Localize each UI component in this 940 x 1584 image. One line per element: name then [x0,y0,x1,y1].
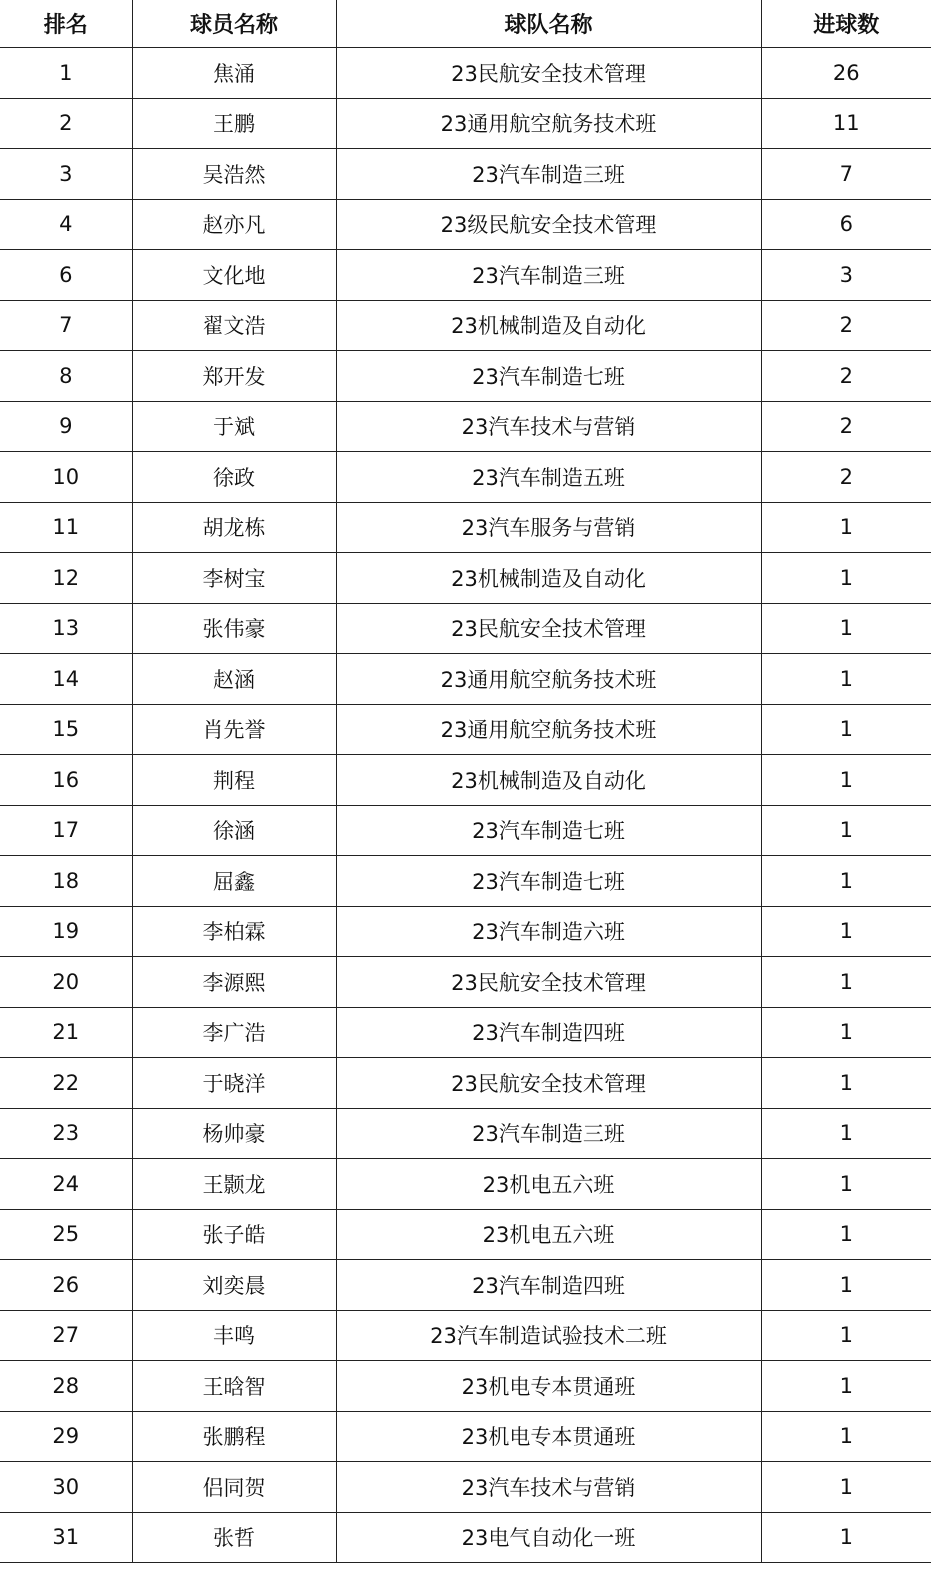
cell-team-name: 23汽车制造六班 [336,906,761,957]
cell-goals: 1 [761,1159,931,1210]
cell-player-name: 赵亦凡 [132,199,336,250]
cell-rank: 9 [0,401,132,452]
cell-player-name: 张子皓 [132,1209,336,1260]
cell-team-name: 23汽车服务与营销 [336,502,761,553]
table-row [0,300,931,351]
cell-player-name: 张哲 [132,1512,336,1563]
cell-player-name: 吴浩然 [132,149,336,200]
cell-goals: 1 [761,906,931,957]
cell-player-name: 李柏霖 [132,906,336,957]
cell-rank: 27 [0,1310,132,1361]
table-row [0,149,931,200]
table-row [0,1512,931,1563]
header-player: 球员名称 [132,0,336,48]
cell-goals: 2 [761,351,931,402]
cell-player-name: 焦涌 [132,48,336,99]
cell-team-name: 23通用航空航务技术班 [336,98,761,149]
cell-rank: 6 [0,250,132,301]
cell-rank: 12 [0,553,132,604]
cell-player-name: 赵涵 [132,654,336,705]
cell-player-name: 张鹏程 [132,1411,336,1462]
cell-goals: 1 [761,1209,931,1260]
cell-team-name: 23机械制造及自动化 [336,755,761,806]
cell-goals: 1 [761,957,931,1008]
cell-rank: 19 [0,906,132,957]
cell-goals: 1 [761,704,931,755]
cell-rank: 24 [0,1159,132,1210]
table-row [0,502,931,553]
cell-rank: 3 [0,149,132,200]
table-row [0,1462,931,1513]
header-row [0,0,931,48]
cell-goals: 2 [761,452,931,503]
cell-rank: 17 [0,805,132,856]
cell-goals: 26 [761,48,931,99]
cell-rank: 20 [0,957,132,1008]
cell-team-name: 23汽车制造七班 [336,856,761,907]
cell-rank: 11 [0,502,132,553]
table-row [0,755,931,806]
table-row [0,1209,931,1260]
cell-goals: 2 [761,401,931,452]
cell-team-name: 23级民航安全技术管理 [336,199,761,250]
cell-rank: 1 [0,48,132,99]
cell-goals: 1 [761,553,931,604]
cell-player-name: 荆程 [132,755,336,806]
table-row [0,1159,931,1210]
cell-team-name: 23汽车制造五班 [336,452,761,503]
cell-player-name: 杨帅豪 [132,1108,336,1159]
cell-rank: 15 [0,704,132,755]
table-row [0,250,931,301]
header-goals: 进球数 [761,0,931,48]
cell-goals: 1 [761,856,931,907]
cell-team-name: 23电气自动化一班 [336,1512,761,1563]
table-row [0,603,931,654]
cell-player-name: 王鹏 [132,98,336,149]
cell-team-name: 23汽车制造试验技术二班 [336,1310,761,1361]
cell-goals: 1 [761,1361,931,1412]
table-row [0,805,931,856]
table-row [0,856,931,907]
cell-team-name: 23民航安全技术管理 [336,603,761,654]
cell-player-name: 文化地 [132,250,336,301]
cell-team-name: 23机械制造及自动化 [336,300,761,351]
cell-player-name: 刘奕晨 [132,1260,336,1311]
cell-player-name: 胡龙栋 [132,502,336,553]
cell-goals: 6 [761,199,931,250]
cell-team-name: 23机械制造及自动化 [336,553,761,604]
table-row [0,98,931,149]
cell-goals: 1 [761,1058,931,1109]
cell-team-name: 23机电专本贯通班 [336,1411,761,1462]
cell-goals: 1 [761,1108,931,1159]
table-row [0,48,931,99]
cell-player-name: 李树宝 [132,553,336,604]
cell-player-name: 侣同贺 [132,1462,336,1513]
cell-player-name: 张伟豪 [132,603,336,654]
table-row [0,906,931,957]
cell-rank: 25 [0,1209,132,1260]
cell-player-name: 于晓洋 [132,1058,336,1109]
table-row [0,401,931,452]
cell-team-name: 23民航安全技术管理 [336,48,761,99]
cell-rank: 18 [0,856,132,907]
cell-rank: 23 [0,1108,132,1159]
cell-rank: 16 [0,755,132,806]
cell-team-name: 23汽车技术与营销 [336,1462,761,1513]
cell-player-name: 郑开发 [132,351,336,402]
header-team: 球队名称 [336,0,761,48]
cell-goals: 3 [761,250,931,301]
cell-goals: 1 [761,603,931,654]
cell-goals: 1 [761,1512,931,1563]
cell-rank: 14 [0,654,132,705]
table-header [0,0,931,48]
cell-player-name: 徐政 [132,452,336,503]
cell-goals: 1 [761,755,931,806]
table-row [0,351,931,402]
table-row [0,654,931,705]
cell-team-name: 23机电专本贯通班 [336,1361,761,1412]
cell-rank: 7 [0,300,132,351]
cell-rank: 4 [0,199,132,250]
cell-rank: 28 [0,1361,132,1412]
cell-team-name: 23汽车制造三班 [336,149,761,200]
cell-team-name: 23汽车制造三班 [336,250,761,301]
table-row [0,1361,931,1412]
cell-player-name: 王颢龙 [132,1159,336,1210]
cell-rank: 31 [0,1512,132,1563]
cell-team-name: 23民航安全技术管理 [336,1058,761,1109]
cell-player-name: 李源熙 [132,957,336,1008]
cell-player-name: 丰鸣 [132,1310,336,1361]
cell-team-name: 23汽车制造七班 [336,805,761,856]
cell-goals: 1 [761,1007,931,1058]
cell-goals: 1 [761,1462,931,1513]
cell-team-name: 23汽车制造四班 [336,1007,761,1058]
cell-player-name: 徐涵 [132,805,336,856]
cell-team-name: 23汽车制造七班 [336,351,761,402]
cell-goals: 11 [761,98,931,149]
cell-team-name: 23通用航空航务技术班 [336,654,761,705]
cell-goals: 1 [761,1260,931,1311]
cell-goals: 2 [761,300,931,351]
cell-rank: 21 [0,1007,132,1058]
cell-team-name: 23汽车制造三班 [336,1108,761,1159]
cell-player-name: 屈鑫 [132,856,336,907]
cell-rank: 2 [0,98,132,149]
cell-rank: 26 [0,1260,132,1311]
table-row [0,553,931,604]
table-row [0,1007,931,1058]
cell-goals: 1 [761,805,931,856]
table-body [0,48,931,1563]
cell-goals: 7 [761,149,931,200]
cell-team-name: 23汽车制造四班 [336,1260,761,1311]
cell-rank: 10 [0,452,132,503]
cell-rank: 13 [0,603,132,654]
cell-rank: 8 [0,351,132,402]
table-row [0,452,931,503]
cell-player-name: 肖先誉 [132,704,336,755]
cell-player-name: 翟文浩 [132,300,336,351]
cell-goals: 1 [761,502,931,553]
cell-team-name: 23通用航空航务技术班 [336,704,761,755]
cell-rank: 22 [0,1058,132,1109]
table-row [0,199,931,250]
table-row [0,957,931,1008]
cell-player-name: 于斌 [132,401,336,452]
cell-goals: 1 [761,654,931,705]
table-row [0,1310,931,1361]
cell-team-name: 23机电五六班 [336,1209,761,1260]
cell-goals: 1 [761,1310,931,1361]
table-row [0,1058,931,1109]
cell-goals: 1 [761,1411,931,1462]
cell-player-name: 李广浩 [132,1007,336,1058]
table-row [0,1260,931,1311]
cell-team-name: 23汽车技术与营销 [336,401,761,452]
table-row [0,1411,931,1462]
cell-team-name: 23民航安全技术管理 [336,957,761,1008]
cell-rank: 30 [0,1462,132,1513]
header-rank: 排名 [0,0,132,48]
cell-player-name: 王晗智 [132,1361,336,1412]
table-row [0,704,931,755]
cell-team-name: 23机电五六班 [336,1159,761,1210]
table-row [0,1108,931,1159]
cell-rank: 29 [0,1411,132,1462]
